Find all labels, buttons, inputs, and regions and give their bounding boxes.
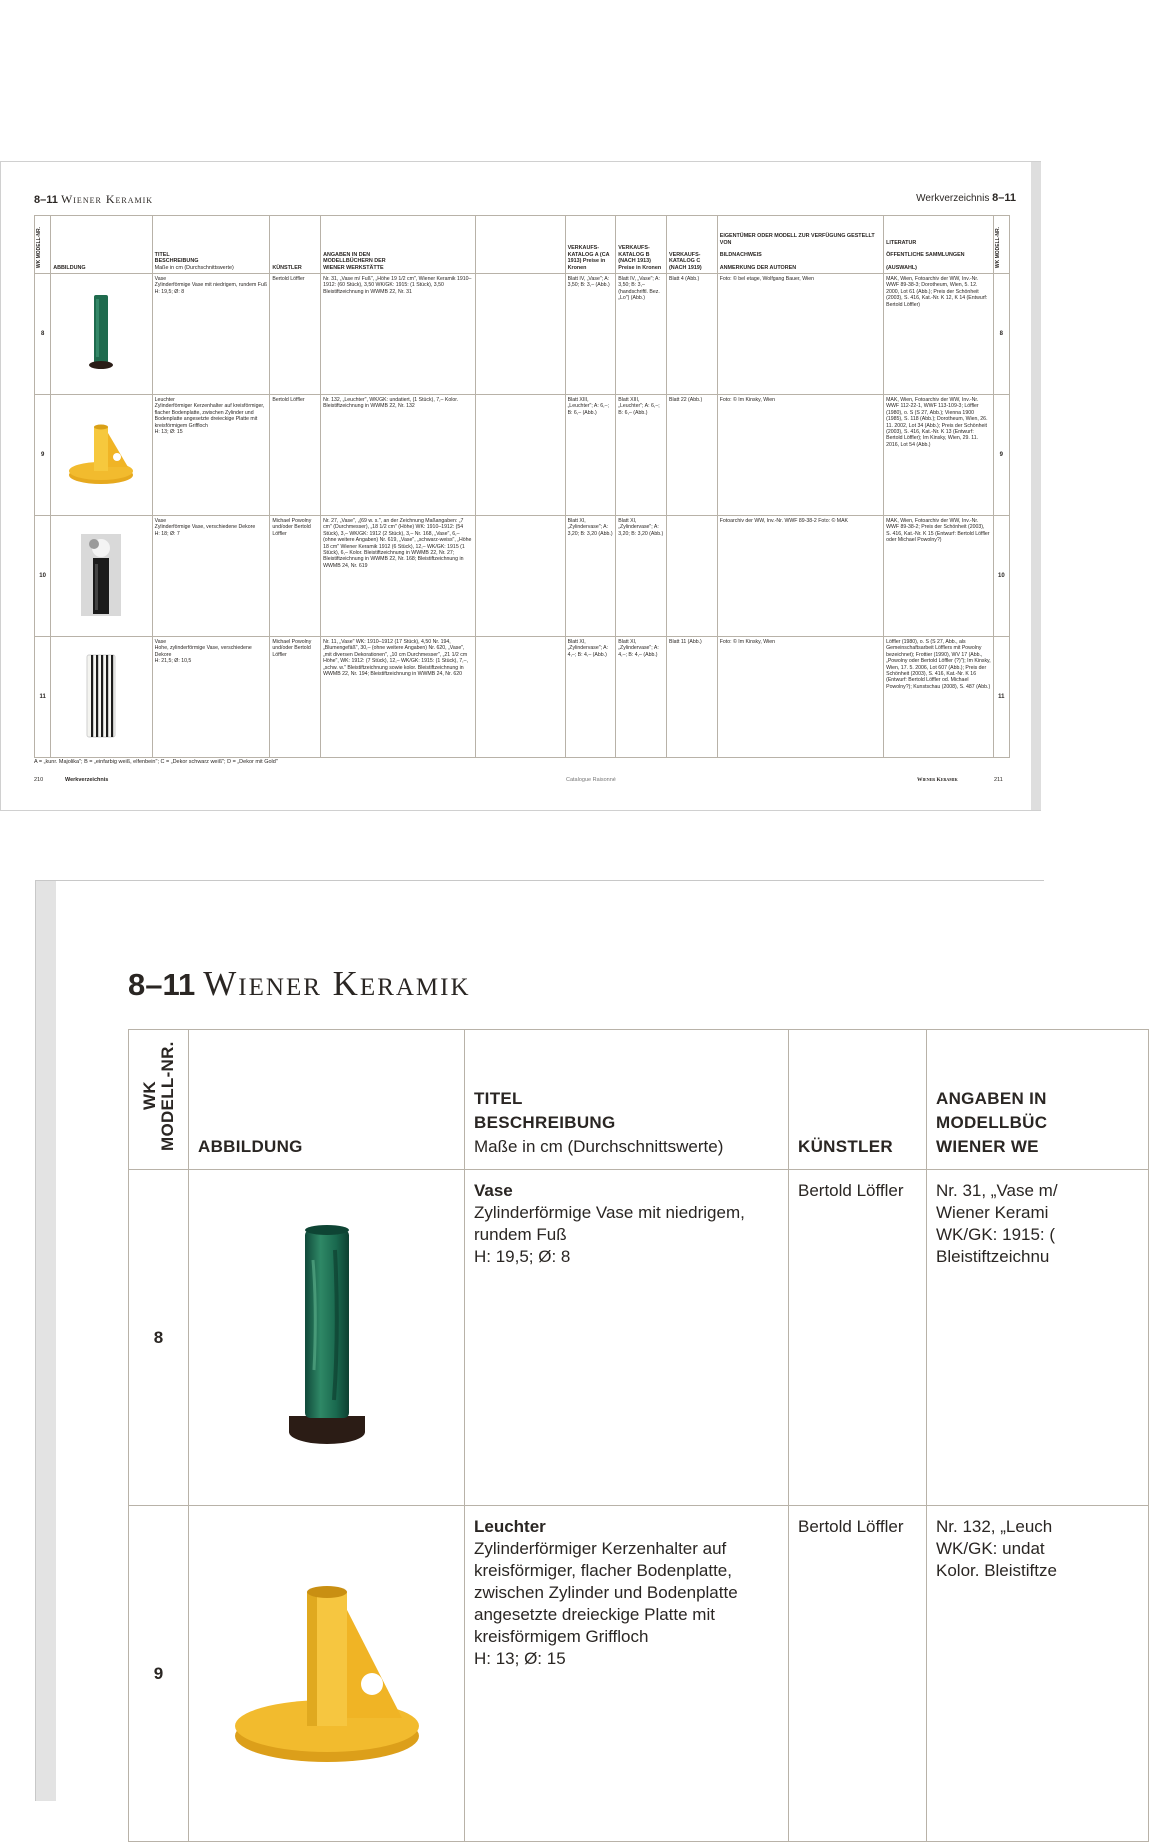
green-vase-image [277,1220,377,1450]
row-artist: Bertold Löffler [270,395,321,516]
row-modell: Nr. 11, „Vase" WK: 1910–1912 (17 Stück), 4,50 Nr. 194, „Blumengefäß", 30,– (ohne weitere Angaben) Nr. 620, „Vase", „mit diversen Dekorationen", „10 cm Durchmesser", „21 1/2 cm Höhe", WK: 1912: (7 Stück), 12,– WK/GK: 1915: (1 Stück), 7,–, „schw. w." Bleistiftzeichnung sowie kolor. Bleistiftzeichnung in WWMB 22, Nr. 194; Bleistiftzeichnung in WWMB 24, Nr. 620 [321,637,476,758]
black-white-vase-photo [79,534,123,616]
zoom-col-kuenstler: KÜNSTLER [789,1030,927,1170]
yellow-candleholder-image [66,421,136,487]
row-katalog-b: Blatt XI, „Zylindervase"; A: 3,20; B: 3,20 (Abb.) [616,516,667,637]
zoom-spine [36,881,56,1801]
folio-right-label: Wiener Keramik [917,777,958,783]
row-number: 9 [129,1506,189,1842]
row-katalog-a: Blatt XIII, „Leuchter"; A: 6,–; B: 6,– (Abb.) [565,395,616,516]
row-katalog-b: Blatt IV, „Vase"; A: 3,50; B: 3,– (handschriftl. Bez. „Lo") (Abb.) [616,274,667,395]
row-number-right: 11 [993,637,1009,758]
row-katalog-c: Blatt 22 (Abb.) [667,395,718,516]
table-row [129,1506,1149,1842]
folio-center: Catalogue Raisonné [566,777,616,783]
spread-section-title: Wiener Keramik [60,192,154,206]
striped-vase-image [83,653,119,739]
row-owner: Foto: © Im Kinsky, Wien [717,637,883,758]
zoom-col-abbildung: ABBILDUNG [189,1030,465,1170]
zoom-catalog-table [128,1029,1149,1842]
row-number: 10 [35,516,51,637]
spread-col-empty [476,216,565,274]
spread-col-wk-right: WK MODELL-NR. [993,216,1009,274]
spread-col-katalog-a: VERKAUFS-KATALOG A (CA 1913) Preise in Kronen [565,216,616,274]
zoom-section-number: 8–11 [128,967,196,1002]
row-image [189,1170,465,1506]
spread-spine [1031,162,1041,810]
table-row [35,274,1010,395]
row-literatur: MAK, Wien, Fotoarchiv der WW, Inv.-Nr. WWF 89-38-3; Dorotheum, Wien, 5. 12. 2000, Lot 61 (Abb.); Preis der Schönheit (2003), S. 416, Kat.-Nr. K 12, K 14 (Entwurf: Bertold Löffler) [884,274,994,395]
row-literatur: MAK, Wien, Fotoarchiv der WW, Inv.-Nr. WWF 112-22-1, WWF 113-109-3; Löffler (1980), o. S (S 27, Abb.); Vienna 1900 (1985), S. 118 (Abb.); Dorotheum, Wien, 26. 11. 2002, Lot 34 (Abb.); Preis der Schönheit (2003), S. 416, Kat.-Nr. K 13 (Entwurf: Bertold Löffler); Im Kinsky, Wien, 29. 11. 2016, Lot 54 (Abb.) [884,395,994,516]
row-image [51,516,152,637]
row-owner: Foto: © Im Kinsky, Wien [717,395,883,516]
spread-right-heading [916,192,1016,204]
spread-right-number: 8–11 [992,192,1016,204]
zoom-section-title: Wiener Keramik [203,964,471,1003]
row-number-right: 9 [993,395,1009,516]
spread-col-wk: WK MODELL-NR. [35,216,51,274]
yellow-candleholder-image [227,1576,427,1766]
spread-col-katalog-c: VERKAUFS-KATALOG C (NACH 1919) [667,216,718,274]
spread-right-label: Werkverzeichnis [916,193,990,204]
row-artist: Bertold Löffler [789,1506,927,1842]
row-owner: Fotoarchiv der WW, Inv.-Nr. WWF 89-38-2 Foto: © MAK [717,516,883,637]
folio-left-number: 210 [34,777,44,783]
row-modell: Nr. 27, „Vase", „(69 w. s.", an der Zeichnung Maßangaben: „7 cm" (Durchmesser), „18 1/2 cm" (Höhe) WK: 1910–1912: (54 Stück), 3,– WK/GK: 1912 (2 Stück), 3,– Nr. 168, „Vase", 6,– (ohne weitere Angaben) Nr. 619, „Vase", „schwarz-weiss", „Höhe 18 cm" Wiener Keramik 1912 (6 Stück), 12,– WK/GK: 1915 (1 Stück), 6,– Kolor. Bleistiftzeichnung in WWMB 22, Nr. 27; Bleistiftzeichnung in WWMB 22, Nr. 168; Bleistiftzeichnung in WWMB 24, Nr. 619 [321,516,476,637]
row-number: 9 [35,395,51,516]
row-number-right: 8 [993,274,1009,395]
spread-section-heading [34,192,153,207]
row-image [51,274,152,395]
row-title-cell: Leuchter Zylinderförmiger Kerzenhalter auf kreisförmiger, flacher Bodenplatte, zwischen Zylinder und Bodenplatte angesetzte dreieckige Platte mit kreisförmigem Griffloch H: 13; Ø: 15 [465,1506,789,1842]
spread-col-kuenstler: KÜNSTLER [270,216,321,274]
row-title-cell: Leuchter Zylinderförmiger Kerzenhalter auf kreisförmiger, flacher Bodenplatte, zwischen Zylinder und Bodenplatte angesetzte dreieckige Platte mit kreisförmigem Griffloch H: 13; Ø: 15 [152,395,270,516]
row-literatur: Löffler (1980), o. S (S 27, Abb., als Gemeinschaftsarbeit Löfflers mit Powolny bezeichnet); Frottier (1990), WV 17 (Abb., „Powolny oder Bertold Löffler (?)"); Im Kinsky, Wien, 17. 5. 2006, Lot 607 (Abb.); Preis der Schönheit (2003), S. 416, Kat.-Nr. K 16 (Entwurf: Bertold Löffler od. Michael Powolny?); Kunstschau (2008), S. 487 (Abb.) [884,637,994,758]
row-modell: Nr. 132, „Leuch WK/GK: undat Kolor. Bleistiftze [927,1506,1149,1842]
row-katalog-a: Blatt XI, „Zylindervase"; A: 4,–; B: 4,– (Abb.) [565,637,616,758]
spread-col-angaben: ANGABEN IN DEN MODELLBÜCHERN DER WIENER WERKSTÄTTE [321,216,476,274]
spread-catalog-table [34,215,1010,758]
catalog-spread [0,161,1041,811]
row-modell: Nr. 31, „Vase m/ Wiener Kerami WK/GK: 1915: ( Bleistiftzeichnu [927,1170,1149,1506]
zoomed-page [35,880,1058,1801]
row-number: 8 [129,1170,189,1506]
row-katalog-c [667,516,718,637]
spread-col-katalog-b: VERKAUFS-KATALOG B (NACH 1913) Preise in Kronen [616,216,667,274]
row-number-right: 10 [993,516,1009,637]
row-title-cell: Vase Zylinderförmige Vase, verschiedene Dekore H: 18; Ø: 7 [152,516,270,637]
spread-col-abbildung: ABBILDUNG [51,216,152,274]
row-katalog-b: Blatt XIII, „Leuchter"; A: 6,–; B: 6,– (Abb.) [616,395,667,516]
row-katalog-a: Blatt IV, „Vase"; A: 3,50; B: 3,– (Abb.) [565,274,616,395]
table-row [35,516,1010,637]
zoom-col-wk: WK MODELL-NR. [129,1030,189,1170]
table-row [129,1170,1149,1506]
spread-col-literatur: LITERATUR ÖFFENTLICHE SAMMLUNGEN (AUSWAHL) [884,216,994,274]
row-literatur: MAK, Wien, Fotoarchiv der WW, Inv.-Nr. WWF 89-38-2; Preis der Schönheit (2003), S. 416, Kat.-Nr. K 15 (Entwurf: Bertold Löffler oder Michael Powolny?) [884,516,994,637]
row-artist: Michael Powolny und/oder Bertold Löffler [270,637,321,758]
folio-right-number: 211 [994,777,1003,783]
row-artist: Bertold Löffler [789,1170,927,1506]
table-row [35,637,1010,758]
row-image [51,395,152,516]
row-katalog-c: Blatt 11 (Abb.) [667,637,718,758]
folio-left-label: Werkverzeichnis [65,777,109,783]
spread-section-number: 8–11 [34,194,58,206]
row-title-cell: Vase Zylinderförmige Vase mit niedrigem, rundem Fuß H: 19,5; Ø: 8 [465,1170,789,1506]
row-title-cell: Vase Hohe, zylinderförmige Vase, verschiedene Dekore H: 21,5; Ø: 10,5 [152,637,270,758]
row-image [51,637,152,758]
row-image [189,1506,465,1842]
spread-header-row [35,216,1010,274]
row-owner: Foto: © bel etage, Wolfgang Bauer, Wien [717,274,883,395]
row-modell: Nr. 132, „Leuchter", WK/GK: undatiert, (1 Stück), 7,– Kolor. Bleistiftzeichnung in WWMB 22, Nr. 132 [321,395,476,516]
spread-footnote: A = „kunr. Majolika"; B = „einfarbig weiß, elfenbein"; C = „Dekor schwarz weiß"; D = „Dekor mit Gold" [34,759,278,765]
row-artist: Michael Powolny und/oder Bertold Löffler [270,516,321,637]
row-katalog-b: Blatt XI, „Zylindervase"; A: 4,–; B: 4,– (Abb.) [616,637,667,758]
page-title [128,964,471,1004]
spread-col-titel: TITEL BESCHREIBUNG Maße in cm (Durchschnittswerte) [152,216,270,274]
zoom-col-angaben: ANGABEN IN MODELLBÜC WIENER WE [927,1030,1149,1170]
green-vase-image [85,293,117,373]
row-katalog-c: Blatt 4 (Abb.) [667,274,718,395]
zoom-col-titel: TITEL BESCHREIBUNG Maße in cm (Durchschnittswerte) [465,1030,789,1170]
row-katalog-a: Blatt XI, „Zylindervase"; A: 3,20; B: 3,20 (Abb.) [565,516,616,637]
row-artist: Bertold Löffler [270,274,321,395]
row-title-cell: Vase Zylinderförmige Vase mit niedrigem, rundem Fuß H: 19,5; Ø: 8 [152,274,270,395]
table-row [35,395,1010,516]
row-modell: Nr. 31, „Vase m/ Fuß", „Höhe 19 1/2 cm", Wiener Keramik 1910–1912: (60 Stück), 3,50 WK/GK: 1915: (1 Stück), 3,50 Bleistiftzeichnung in WWMB 22, Nr. 31 [321,274,476,395]
row-number: 8 [35,274,51,395]
spread-col-eigentuemer: EIGENTÜMER ODER MODELL ZUR VERFÜGUNG GESTELLT VON BILDNACHWEIS ANMERKUNG DER AUTOREN [717,216,883,274]
row-number: 11 [35,637,51,758]
zoom-header-row [129,1030,1149,1170]
